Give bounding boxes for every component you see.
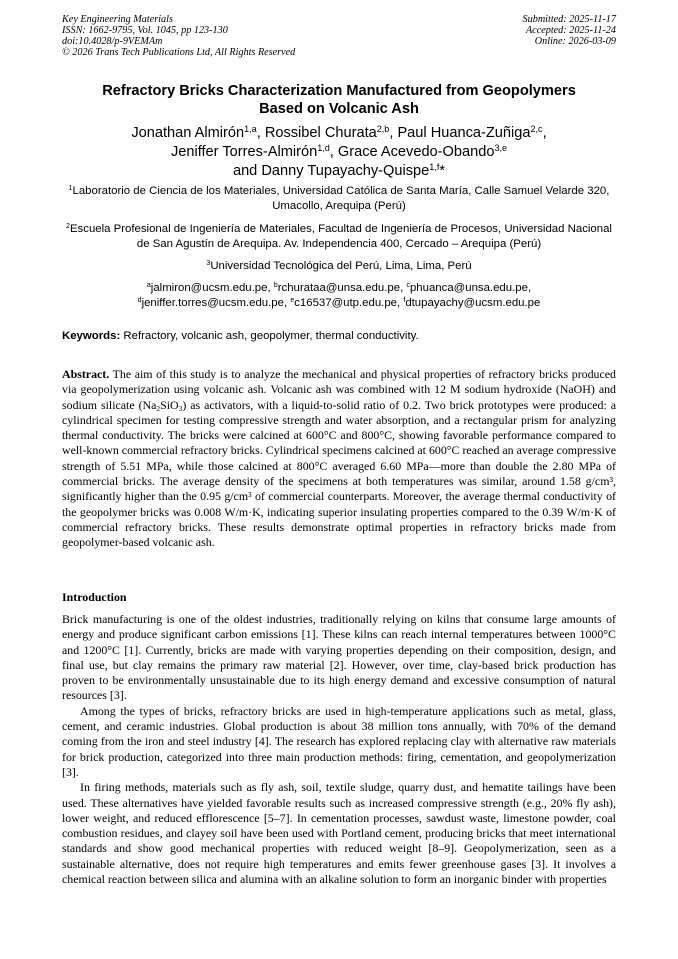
email-link[interactable]: jalmiron@ucsm.edu.pe, — [150, 282, 274, 294]
affiliation-2 — [62, 222, 616, 252]
email-line — [62, 281, 616, 296]
subscript: 3 — [178, 403, 183, 413]
keywords — [62, 329, 616, 343]
email-link[interactable]: rchurataa@unsa.edu.pe, — [277, 282, 407, 294]
abstract-text: SiO — [160, 397, 179, 412]
email-mark: c — [406, 282, 410, 290]
author-name: Jeniffer Torres-Almirón — [170, 144, 318, 160]
author-separator: , — [256, 125, 265, 141]
author-affiliation-mark: 2,b — [376, 124, 390, 135]
email-link[interactable]: phuanca@unsa.edu.pe, — [409, 282, 532, 294]
paragraph: Brick manufacturing is one of the oldest industries, traditionally relying on kilns that consume large amounts of energy and produce significant carbon emissions [1]. These kilns can reach internal temperatures between 1000°C and 1200°C [1]. Currently, bricks are made with varying properties depending on their composition, design, and final use, but clay remains the primary raw material [2]. However, over time, clay-based brick production has proven to be environmentally unsustainable due to its high energy demand and excessive consumption of natural resources [3]. — [62, 612, 616, 703]
paper-title — [62, 82, 616, 118]
paragraph: In firing methods, materials such as fly ash, soil, textile sludge, quarry dust, and hematite tailings have been used. These alternatives have yielded favorable results such as increased compressive strength (e.g., 20% fly ash), lower weight, and reduced efflorescence [5–7]. In cementation processes, sawdust waste, limestone powder, coal combustion residues, and clayey soil have been used with Portland cement, producing bricks that meet international standards and show good mechanical properties with reduced weight [8–9]. Geopolymerization, seen as a sustainable alternative, does not require high temperatures and emits fewer greenhouse gases [3]. It involves a chemical reaction between silica and alumina with an alkaline solution to form an inorganic binder with properties — [62, 780, 616, 887]
journal-doi: doi:10.4028/p-9VEMAm — [62, 35, 163, 47]
author-separator: , — [389, 125, 398, 141]
author-name: Rossibel Churata — [264, 125, 377, 141]
email-line — [62, 296, 616, 311]
paragraph: Among the types of bricks, refractory bricks are used in high-temperature applications such as metal, glass, cement, and ceramic industries. Global production is about 38 million tons annually, with 70% of the demand coming from the iron and steel industry [4]. The research has explored replacing clay with alternative raw materials for brick production, categorized into three main production methods: firing, cementation, and geopolymerization [3]. — [62, 703, 616, 779]
author-name: Grace Acevedo-Obando — [337, 144, 495, 160]
subscript: 2 — [156, 403, 161, 413]
journal-copyright: © 2026 Trans Tech Publications Ltd, All Rights Reserved — [62, 46, 296, 58]
journal-name: Key Engineering Materials — [62, 14, 173, 25]
abstract-text: The aim of this study is to analyze the mechanical and physical properties of refractory bricks produced via geopolymerization using volcanic ash. Volcanic ash was combined with 12 M sodium hydroxide (NaOH) and sodium silicate (Na — [62, 367, 616, 412]
corresponding-author-mark: * — [439, 163, 446, 179]
affiliation-mark: 3 — [206, 260, 211, 268]
author-affiliation-mark: 2,c — [530, 124, 543, 135]
affiliation-mark: 2 — [66, 223, 70, 231]
submitted-date: Submitted: 2025-11-17 — [522, 14, 616, 25]
affiliation-mark: 1 — [68, 185, 73, 193]
online-date: Online: 2026-03-09 — [534, 35, 616, 47]
abstract — [62, 367, 616, 551]
email-mark: d — [137, 296, 142, 304]
affiliation-3 — [62, 259, 616, 274]
author-line — [62, 124, 616, 143]
author-prefix: and — [232, 163, 262, 179]
title-line: Based on Volcanic Ash — [259, 101, 419, 117]
keywords-label: Keywords: — [62, 330, 121, 342]
email-mark: b — [273, 282, 278, 290]
section-heading-introduction: Introduction — [62, 590, 127, 604]
author-separator: , — [329, 144, 338, 160]
email-mark: f — [403, 296, 406, 304]
author-separator: , — [542, 125, 547, 141]
email-link[interactable]: dtupayachy@ucsm.edu.pe — [405, 296, 541, 309]
affiliation-text: Laboratorio de Ciencia de los Materiales, Universidad Católica de Santa María, Calle Samuel Velarde 320, Umacollo, Arequipa (Perú) — [72, 185, 610, 212]
email-mark: a — [146, 282, 151, 290]
affiliation-text: Universidad Tecnológica del Perú, Lima, Lima, Perú — [210, 260, 472, 272]
keywords-text: Refractory, volcanic ash, geopolymer, thermal conductivity. — [120, 330, 419, 342]
email-link[interactable]: jeniffer.torres@ucsm.edu.pe, — [141, 296, 291, 309]
author-affiliation-mark: 1,f — [429, 162, 440, 173]
author-line — [62, 143, 616, 162]
abstract-text: ) as activators, with a liquid-to-solid ratio of 0.2. Two brick prototypes were produced: a cylindrical specimen for testing compressive strength and water absorption, and a rectangular prism for analyzing thermal conductivity. The bricks were calcined at 600°C and 800°C, showing favorable performance compared to well-known commercial refractory bricks. Cylindrical specimens calcined at 600°C reached an average compressive strength of 5.51 MPa, while those calcined at 800°C averaged 6.60 MPa—more than double the 2.80 MPa of commercial bricks. The average density of the specimens at both temperatures was similar, around 1.58 g/cm³, significantly higher than the 0.95 g/cm³ of commercial counterparts. Moreover, the average thermal conductivity of the geopolymer bricks was 0.008 W/m·K, indicating superior insulating properties compared to the 0.39 W/m·K of commercial refractory bricks. These results demonstrate optimal properties in refractory bricks made from geopolymer-based volcanic ash. — [62, 397, 616, 550]
author-emails — [62, 281, 616, 311]
author-affiliation-mark: 1,a — [244, 124, 257, 135]
journal-header-right — [523, 15, 616, 48]
author-affiliation-mark: 3,e — [494, 143, 508, 154]
author-list — [62, 124, 616, 181]
introduction-body — [62, 612, 616, 887]
affiliation-1 — [62, 184, 616, 214]
accepted-date: Accepted: 2025-11-24 — [525, 24, 616, 36]
affiliation-text: Escuela Profesional de Ingeniería de Materiales, Facultad de Ingeniería de Procesos, Universidad Nacional de San Agustín de Arequipa. Av. Independencia 400, Cercado – Arequipa (Perú) — [69, 223, 612, 250]
author-name: Paul Huanca-Zuñiga — [397, 125, 531, 141]
author-name: Danny Tupayachy-Quispe — [261, 163, 430, 179]
journal-header-left — [62, 15, 295, 59]
author-name: Jonathan Almirón — [131, 125, 245, 141]
email-link[interactable]: c16537@utp.edu.pe, — [294, 296, 404, 309]
author-affiliation-mark: 1,d — [317, 143, 330, 154]
email-mark: e — [290, 296, 295, 304]
abstract-label: Abstract. — [62, 367, 110, 381]
title-line: Refractory Bricks Characterization Manufactured from Geopolymers — [102, 83, 576, 99]
journal-issn: ISSN: 1662-9795, Vol. 1045, pp 123-130 — [62, 24, 228, 36]
author-line — [62, 162, 616, 181]
